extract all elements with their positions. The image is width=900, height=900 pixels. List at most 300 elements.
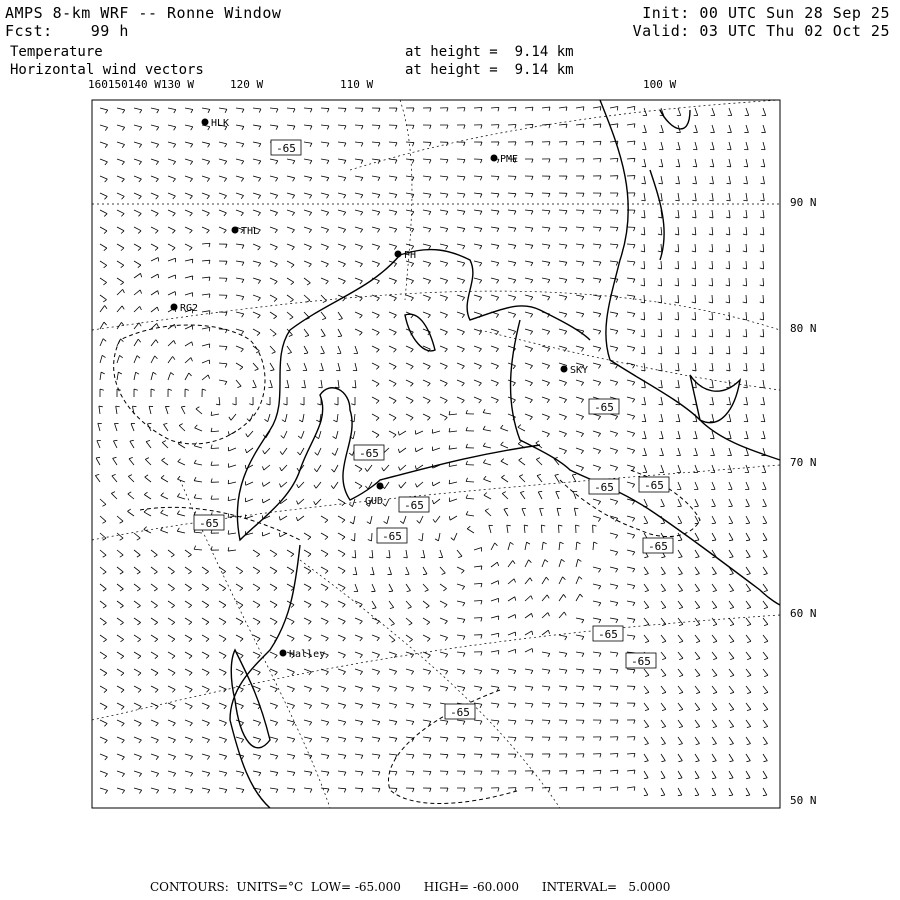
wind-vector xyxy=(644,618,649,624)
wind-vector xyxy=(168,703,175,706)
wind-vector xyxy=(661,176,663,184)
wind-vector xyxy=(508,542,510,550)
wind-vector xyxy=(117,227,124,231)
wind-barb xyxy=(760,302,764,303)
wind-barb xyxy=(463,194,465,198)
wind-vector xyxy=(746,465,749,472)
wind-vector xyxy=(610,753,618,754)
wind-barb xyxy=(120,589,123,591)
wind-barb xyxy=(257,554,260,556)
wind-barb xyxy=(275,247,278,250)
wind-barb xyxy=(675,353,679,354)
wind-vector xyxy=(712,601,717,607)
wind-barb xyxy=(232,404,236,405)
wind-vector xyxy=(746,516,750,523)
wind-barb xyxy=(274,605,277,608)
wind-barb xyxy=(189,605,192,607)
wind-vector xyxy=(712,346,713,354)
wind-barb xyxy=(270,370,274,371)
wind-vector xyxy=(185,125,193,127)
wind-vector xyxy=(474,380,481,383)
wind-barb xyxy=(225,790,227,793)
wind-vector xyxy=(695,176,697,184)
wind-vector xyxy=(355,312,362,315)
station-hlk xyxy=(202,118,230,129)
wind-vector xyxy=(117,516,123,521)
wind-barb xyxy=(383,503,386,506)
wind-vector xyxy=(524,525,525,533)
wind-barb xyxy=(257,571,260,574)
wind-vector xyxy=(168,193,175,196)
wind-barb xyxy=(463,688,465,691)
wind-vector xyxy=(712,771,716,778)
wind-barb xyxy=(695,761,699,762)
wind-vector xyxy=(457,329,465,332)
wind-vector xyxy=(145,477,151,482)
wind-vector xyxy=(576,227,584,228)
wind-vector xyxy=(270,703,278,706)
wind-vector xyxy=(96,458,100,465)
wind-vector xyxy=(355,703,363,705)
wind-vector xyxy=(236,703,243,706)
wind-barb xyxy=(661,523,665,524)
wind-barb xyxy=(617,124,618,128)
wind-barb xyxy=(275,739,277,742)
wind-barb xyxy=(207,161,209,164)
wind-barb xyxy=(343,229,345,232)
wind-barb xyxy=(280,451,282,454)
wind-vector xyxy=(228,465,236,467)
wind-vector xyxy=(372,244,380,246)
wind-barb xyxy=(258,247,261,250)
contour-label xyxy=(626,653,656,668)
wind-vector xyxy=(321,737,329,739)
wind-barb xyxy=(658,234,662,235)
wind-vector xyxy=(644,210,645,218)
wind-vector xyxy=(746,737,751,744)
wind-vector xyxy=(321,142,329,143)
wind-vector xyxy=(100,584,106,589)
wind-vector xyxy=(178,479,185,482)
wind-vector xyxy=(525,596,531,601)
wind-barb xyxy=(104,673,107,676)
wind-vector xyxy=(338,601,345,604)
wind-barb xyxy=(342,588,345,591)
wind-barb xyxy=(658,217,662,218)
wind-vector xyxy=(610,107,618,108)
wind-barb xyxy=(105,162,108,165)
wind-barb xyxy=(641,268,645,269)
wind-vector xyxy=(474,669,482,671)
wind-barb xyxy=(514,671,516,674)
wind-barb xyxy=(480,263,482,266)
wind-vector xyxy=(542,652,550,654)
wind-vector xyxy=(491,737,499,738)
wind-vector xyxy=(304,754,312,756)
wind-barb xyxy=(130,440,134,441)
wind-barb xyxy=(103,589,106,591)
wind-barb xyxy=(429,194,431,198)
wind-vector xyxy=(117,278,124,282)
wind-barb xyxy=(617,737,618,741)
wind-barb xyxy=(763,540,767,541)
wind-vector xyxy=(185,342,192,346)
wind-vector xyxy=(576,141,584,142)
wind-barb xyxy=(480,704,482,708)
wind-vector xyxy=(661,703,666,709)
wind-barb xyxy=(264,419,267,421)
wind-barb xyxy=(394,281,396,284)
wind-barb xyxy=(641,302,645,303)
wind-barb xyxy=(763,523,767,524)
wind-vector xyxy=(270,788,278,789)
wind-vector xyxy=(130,441,134,448)
wind-barb xyxy=(446,177,448,181)
wind-vector xyxy=(559,261,567,262)
wind-vector xyxy=(416,431,423,434)
wind-barb xyxy=(616,603,618,606)
wind-vector xyxy=(746,244,747,252)
wind-vector xyxy=(508,107,516,108)
wind-vector xyxy=(678,788,682,795)
wind-barb xyxy=(276,178,278,181)
wind-vector xyxy=(576,295,584,297)
wind-barb xyxy=(496,366,499,369)
wind-barb xyxy=(293,109,295,113)
wind-barb xyxy=(709,217,713,218)
wind-barb xyxy=(500,425,502,428)
wind-barb xyxy=(361,755,363,759)
wind-barb xyxy=(211,412,212,416)
wind-vector xyxy=(457,652,465,653)
wind-vector xyxy=(117,159,124,162)
wind-barb xyxy=(104,214,107,217)
wind-barb xyxy=(276,126,278,130)
wind-vector xyxy=(678,329,679,337)
wind-barb xyxy=(428,298,430,301)
wind-vector xyxy=(525,542,527,550)
wind-barb xyxy=(174,110,176,113)
wind-barb xyxy=(139,323,141,326)
wind-vector xyxy=(134,356,137,363)
wind-barb xyxy=(290,300,293,302)
wind-barb xyxy=(429,142,430,146)
wind-barb xyxy=(747,641,751,642)
wind-barb xyxy=(128,492,131,494)
wind-barb xyxy=(633,262,635,266)
wind-vector xyxy=(236,244,244,245)
wind-barb xyxy=(645,591,649,592)
wind-barb xyxy=(156,196,159,199)
wind-barb xyxy=(645,574,649,575)
wind-barb xyxy=(675,217,679,218)
wind-barb xyxy=(123,110,125,113)
wind-barb xyxy=(228,431,229,435)
wind-vector xyxy=(338,720,346,722)
wind-barb xyxy=(369,557,373,558)
wind-vector xyxy=(610,312,618,314)
wind-barb xyxy=(580,594,583,597)
wind-vector xyxy=(729,261,730,269)
wind-barb xyxy=(297,452,300,455)
wind-vector xyxy=(185,176,193,179)
wind-barb xyxy=(463,636,465,640)
wind-vector xyxy=(746,652,751,658)
wind-barb xyxy=(445,280,447,283)
wind-barb xyxy=(122,196,125,199)
wind-vector xyxy=(304,363,307,370)
wind-vector xyxy=(627,669,635,670)
wind-barb xyxy=(157,307,158,311)
wind-vector xyxy=(372,703,380,705)
wind-barb xyxy=(463,619,465,623)
wind-barb xyxy=(317,404,321,405)
wind-barb xyxy=(632,416,634,419)
wind-barb xyxy=(310,178,312,181)
wind-barb xyxy=(194,494,196,498)
wind-barb xyxy=(579,577,582,580)
wind-vector xyxy=(151,125,159,127)
wind-barb xyxy=(178,476,181,479)
wind-barb xyxy=(292,706,294,709)
wind-vector xyxy=(423,244,431,246)
wind-barb xyxy=(411,671,413,674)
wind-vector xyxy=(627,397,635,399)
wind-barb xyxy=(316,420,320,422)
wind-vector xyxy=(440,567,445,573)
wind-vector xyxy=(474,346,481,349)
wind-vector xyxy=(695,125,697,133)
wind-vector xyxy=(763,312,764,320)
svg-text:PME: PME xyxy=(500,154,519,165)
wind-vector xyxy=(355,210,363,212)
wind-vector xyxy=(372,397,379,401)
wind-vector xyxy=(372,346,379,349)
wind-barb xyxy=(531,194,533,198)
wind-barb xyxy=(747,744,751,745)
wind-barb xyxy=(154,589,157,591)
wind-barb xyxy=(549,159,550,163)
wind-barb xyxy=(480,688,482,691)
wind-barb xyxy=(566,754,567,758)
wind-vector xyxy=(504,509,508,516)
wind-vector xyxy=(449,431,457,432)
wind-vector xyxy=(321,703,329,705)
wind-barb xyxy=(729,557,733,558)
wind-barb xyxy=(547,348,549,351)
wind-vector xyxy=(627,567,635,569)
wind-vector xyxy=(134,754,142,757)
wind-vector xyxy=(678,652,683,658)
wind-barb xyxy=(445,621,448,624)
wind-barb xyxy=(105,757,108,760)
wind-barb xyxy=(549,107,550,111)
wind-barb xyxy=(463,653,465,657)
wind-barb xyxy=(122,757,125,760)
wind-vector xyxy=(185,618,192,622)
wind-vector xyxy=(287,363,290,370)
wind-barb xyxy=(549,787,550,791)
wind-vector xyxy=(763,788,767,795)
wind-barb xyxy=(634,737,635,741)
wind-vector xyxy=(304,125,312,126)
wind-barb xyxy=(195,425,198,428)
wind-vector xyxy=(100,703,107,707)
wind-vector xyxy=(678,499,681,506)
wind-vector xyxy=(661,414,663,422)
wind-vector xyxy=(100,652,107,656)
wind-barb xyxy=(411,281,413,284)
wind-barb xyxy=(360,655,363,658)
wind-barb xyxy=(497,671,499,674)
wind-barb xyxy=(633,636,635,640)
wind-vector xyxy=(661,346,662,354)
wind-vector xyxy=(661,142,663,150)
wind-vector xyxy=(287,584,294,588)
wind-vector xyxy=(134,261,141,265)
wind-vector xyxy=(389,703,397,705)
wind-vector xyxy=(440,261,448,263)
wind-barb xyxy=(532,631,533,635)
wind-barb xyxy=(412,688,414,691)
wind-vector xyxy=(644,227,645,235)
wind-vector xyxy=(729,397,731,405)
wind-barb xyxy=(274,554,277,557)
wind-vector xyxy=(763,142,765,150)
wind-barb xyxy=(462,366,465,369)
wind-barb xyxy=(743,285,747,286)
wind-barb xyxy=(519,475,523,477)
wind-barb xyxy=(171,589,174,591)
wind-vector xyxy=(576,787,584,788)
wind-barb xyxy=(190,706,193,709)
wind-vector xyxy=(695,142,697,150)
wind-vector xyxy=(202,210,209,213)
wind-vector xyxy=(202,652,209,656)
wind-barb xyxy=(583,193,584,197)
wind-vector xyxy=(287,380,289,388)
wind-barb xyxy=(532,176,533,180)
wind-barb xyxy=(224,723,227,726)
wind-barb xyxy=(171,572,174,574)
wind-barb xyxy=(155,622,158,624)
wind-barb xyxy=(292,195,294,198)
wind-barb xyxy=(583,770,584,774)
wind-barb xyxy=(433,519,435,522)
wind-barb xyxy=(764,709,768,710)
wind-barb xyxy=(515,771,516,775)
wind-barb xyxy=(679,574,683,575)
wind-vector xyxy=(304,176,312,178)
wind-vector xyxy=(729,499,732,506)
wind-barb xyxy=(207,706,210,709)
wind-barb xyxy=(258,315,261,318)
wind-vector xyxy=(440,635,448,637)
wind-vector xyxy=(151,291,158,295)
wind-barb xyxy=(675,234,679,235)
wind-vector xyxy=(406,142,414,143)
wind-barb xyxy=(378,212,380,215)
contour-legend: CONTOURS: UNITS=°C LOW= -65.000 HIGH= -60.000 INTERVAL= 5.0000 xyxy=(150,880,671,894)
wind-vector xyxy=(695,448,697,456)
wind-vector xyxy=(287,125,295,126)
wind-vector xyxy=(389,686,397,688)
wind-vector xyxy=(406,380,413,383)
wind-barb xyxy=(173,757,175,760)
wind-barb xyxy=(531,228,533,232)
wind-barb xyxy=(599,297,601,300)
wind-vector xyxy=(644,788,648,795)
wind-barb xyxy=(498,159,499,163)
wind-barb xyxy=(662,624,666,625)
wind-vector xyxy=(185,754,193,756)
wind-vector xyxy=(627,465,635,467)
wind-barb xyxy=(467,526,470,529)
wind-barb xyxy=(709,319,713,320)
wind-barb xyxy=(291,622,294,625)
wind-barb xyxy=(662,675,666,676)
wind-barb xyxy=(229,417,231,420)
wind-barb xyxy=(548,654,550,657)
wind-barb xyxy=(224,230,227,233)
wind-barb xyxy=(466,511,468,515)
wind-vector xyxy=(270,737,278,739)
wind-barb xyxy=(692,370,696,371)
wind-barb xyxy=(344,755,346,759)
wind-barb xyxy=(288,353,292,354)
wind-vector xyxy=(695,482,698,489)
wind-vector xyxy=(372,261,380,264)
wind-vector xyxy=(406,550,407,558)
wind-barb xyxy=(310,161,312,164)
wind-barb xyxy=(566,159,567,163)
wind-barb xyxy=(196,407,199,409)
wind-vector xyxy=(236,329,244,331)
wind-vector xyxy=(559,210,567,211)
wind-vector xyxy=(763,244,764,252)
wind-barb xyxy=(764,675,768,676)
wind-barb xyxy=(679,709,683,710)
wind-vector xyxy=(695,516,699,523)
wind-vector xyxy=(712,754,716,761)
wind-vector xyxy=(202,601,209,605)
wind-vector xyxy=(763,414,765,422)
wind-vector xyxy=(168,275,175,278)
wind-vector xyxy=(117,533,123,538)
wind-vector xyxy=(712,125,714,133)
wind-barb xyxy=(515,107,516,111)
wind-vector xyxy=(525,107,533,108)
wind-vector xyxy=(321,584,328,588)
wind-barb xyxy=(662,726,666,727)
wind-barb xyxy=(641,285,645,286)
wind-vector xyxy=(202,344,210,346)
wind-barb xyxy=(427,400,430,403)
wind-barb xyxy=(709,251,713,252)
wind-vector xyxy=(644,601,649,607)
wind-barb xyxy=(309,230,311,233)
wind-vector xyxy=(253,193,261,195)
wind-vector xyxy=(287,159,295,161)
wind-barb xyxy=(327,160,329,163)
wind-vector xyxy=(300,448,304,455)
wind-barb xyxy=(429,229,431,232)
wind-barb xyxy=(709,336,713,337)
wind-vector xyxy=(695,465,698,472)
wind-vector xyxy=(423,176,431,177)
wind-vector xyxy=(228,516,236,517)
wind-barb xyxy=(449,445,450,449)
